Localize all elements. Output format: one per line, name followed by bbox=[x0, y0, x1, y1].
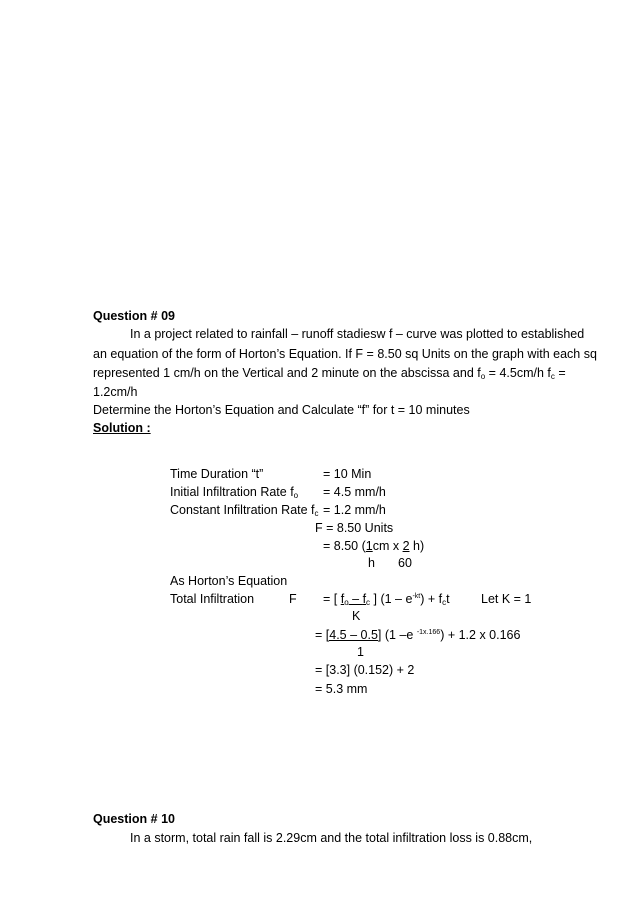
total-infiltration-label: Total Infiltration bbox=[170, 592, 255, 606]
solution-heading: Solution : bbox=[93, 421, 151, 435]
formula-denominator-K: K bbox=[352, 609, 361, 623]
substitution-line: = [4.5 – 0.5] (1 –e $^{-1x.166}$) + 1.2 x 0.166 bbox=[315, 628, 521, 642]
question-9-heading: Question # 09 bbox=[93, 309, 175, 323]
F-conversion-line: = 8.50 (1cm x 2 h) bbox=[323, 539, 425, 553]
question-9-text-line-3: represented 1 cm/h on the Vertical and 2 minute on the abscissa and $f_o = 4.5cm/h$ $f_c$ = bbox=[93, 366, 566, 381]
total-infiltration-symbol: F bbox=[289, 592, 297, 606]
question-9-text-line-2: an equation of the form of Horton’s Equation. If F = 8.50 sq Units on the graph with each sq bbox=[93, 347, 597, 361]
time-duration-label: Time Duration “t” bbox=[170, 467, 264, 481]
hortons-equation-formula: = [ $f_o - f_c$ ] $(1 - e^{-kt}) + f_ct$ bbox=[323, 592, 450, 607]
question-10-heading: Question # 10 bbox=[93, 812, 175, 826]
total-F-value: F = 8.50 Units bbox=[315, 521, 394, 535]
let-k-equals-1: Let K = 1 bbox=[481, 592, 532, 606]
F-conversion-denominator-h: h bbox=[368, 556, 375, 570]
question-10-text-line-1: In a storm, total rain fall is 2.29cm and the total infiltration loss is 0.88cm, bbox=[130, 831, 533, 845]
question-9-text-line-5: Determine the Horton’s Equation and Calculate “f” for t = 10 minutes bbox=[93, 403, 470, 417]
final-answer: = 5.3 mm bbox=[315, 682, 368, 696]
simplified-line: = [3.3] (0.152) + 2 bbox=[315, 663, 415, 677]
initial-infiltration-value: = 4.5 mm/h bbox=[323, 485, 386, 499]
constant-infiltration-label: Constant Infiltration Rate $f_c$ bbox=[170, 503, 319, 518]
question-9-text-line-1: In a project related to rainfall – runoff stadiesw f – curve was plotted to established bbox=[130, 327, 585, 341]
F-conversion-denominator-60: 60 bbox=[398, 556, 412, 570]
hortons-equation-label: As Horton’s Equation bbox=[170, 574, 288, 588]
question-9-text-line-4: 1.2cm/h bbox=[93, 385, 138, 399]
initial-infiltration-label: Initial Infiltration Rate $f_o$ bbox=[170, 485, 299, 500]
substitution-denominator-1: 1 bbox=[357, 645, 364, 659]
constant-infiltration-value: = 1.2 mm/h bbox=[323, 503, 386, 517]
time-duration-value: = 10 Min bbox=[323, 467, 372, 481]
